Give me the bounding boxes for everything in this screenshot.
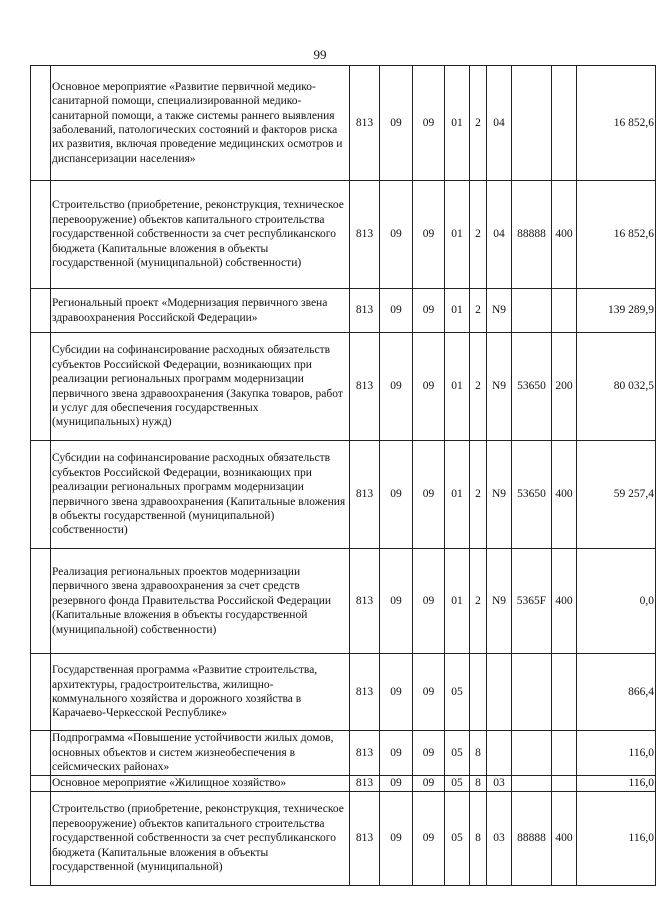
- direction-code-cell: 53650: [512, 441, 552, 549]
- program-code-cell: 01: [445, 181, 470, 289]
- subsection-code-cell: 09: [413, 654, 445, 731]
- table-row: [31, 289, 656, 333]
- row-gutter-cell: [31, 441, 51, 549]
- direction-code-cell: 88888: [512, 181, 552, 289]
- page-number: 99: [313, 47, 327, 62]
- row-gutter-cell: [31, 333, 51, 441]
- expense-type-cell: 400: [552, 181, 577, 289]
- description-cell: Государственная программа «Развитие строительства, архитектуры, градостроительства, жилищно-коммунального хозяйства и дорожного хозяйства в Карачаево-Черкесской Республике»: [51, 654, 350, 731]
- table-row: [31, 333, 656, 441]
- description-cell: Региональный проект «Модернизация первичного звена здравоохранения Российской Федерации»: [51, 289, 350, 333]
- amount-cell: 59 257,4: [577, 441, 656, 549]
- subsection-code-cell: 09: [413, 549, 445, 654]
- amount-cell: 139 289,9: [577, 289, 656, 333]
- program-code-cell: 05: [445, 792, 470, 886]
- description-cell: Основное мероприятие «Развитие первичной медико-санитарной помощи, специализированной медико-санитарной помощи, а также системы раннего выявления заболеваний, патологических состояний и факторов риска их развития, включая проведение медицинских осмотров и диспансеризации населения»: [51, 66, 350, 181]
- row-gutter-cell: [31, 181, 51, 289]
- activity-code-cell: N9: [487, 549, 512, 654]
- program-code-cell: 05: [445, 654, 470, 731]
- subsection-code-cell: 09: [413, 776, 445, 792]
- activity-code-cell: [487, 654, 512, 731]
- department-code-cell: 813: [350, 66, 380, 181]
- subprogram-code-cell: 8: [470, 731, 487, 776]
- activity-code-cell: N9: [487, 333, 512, 441]
- section-code-cell: 09: [380, 792, 413, 886]
- direction-code-cell: 5365F: [512, 549, 552, 654]
- subprogram-code-cell: 8: [470, 792, 487, 886]
- description-cell: Субсидии на софинансирование расходных обязательств субъектов Российской Федерации, возникающих при реализации региональных программ модернизации первичного звена здравоохранения (Закупка товаров, работ и услуг для обеспечения государственных (муниципальных) нужд): [51, 333, 350, 441]
- table-row: [31, 776, 656, 792]
- expense-type-cell: 400: [552, 792, 577, 886]
- expense-type-cell: 400: [552, 441, 577, 549]
- direction-code-cell: [512, 289, 552, 333]
- department-code-cell: 813: [350, 181, 380, 289]
- subprogram-code-cell: 2: [470, 333, 487, 441]
- direction-code-cell: [512, 731, 552, 776]
- department-code-cell: 813: [350, 731, 380, 776]
- department-code-cell: 813: [350, 792, 380, 886]
- subsection-code-cell: 09: [413, 289, 445, 333]
- budget-table: [30, 65, 656, 886]
- table-body: [31, 66, 656, 886]
- section-code-cell: 09: [380, 181, 413, 289]
- row-gutter-cell: [31, 66, 51, 181]
- section-code-cell: 09: [380, 776, 413, 792]
- description-cell: Основное мероприятие «Жилищное хозяйство»: [51, 776, 350, 792]
- subprogram-code-cell: 2: [470, 289, 487, 333]
- activity-code-cell: 04: [487, 181, 512, 289]
- table-row: [31, 441, 656, 549]
- direction-code-cell: [512, 654, 552, 731]
- activity-code-cell: [487, 731, 512, 776]
- table-row: [31, 549, 656, 654]
- department-code-cell: 813: [350, 333, 380, 441]
- table-row: [31, 66, 656, 181]
- subprogram-code-cell: 2: [470, 549, 487, 654]
- program-code-cell: 01: [445, 66, 470, 181]
- amount-cell: 80 032,5: [577, 333, 656, 441]
- subprogram-code-cell: [470, 654, 487, 731]
- activity-code-cell: 03: [487, 776, 512, 792]
- department-code-cell: 813: [350, 289, 380, 333]
- expense-type-cell: [552, 66, 577, 181]
- amount-cell: 866,4: [577, 654, 656, 731]
- row-gutter-cell: [31, 792, 51, 886]
- expense-type-cell: 200: [552, 333, 577, 441]
- amount-cell: 16 852,6: [577, 66, 656, 181]
- amount-cell: 16 852,6: [577, 181, 656, 289]
- description-cell: Реализация региональных проектов модернизации первичного звена здравоохранения за счет средств резервного фонда Правительства Российской Федерации (Капитальные вложения в объекты государственной (муниципальной) собственности): [51, 549, 350, 654]
- subsection-code-cell: 09: [413, 441, 445, 549]
- activity-code-cell: N9: [487, 289, 512, 333]
- description-cell: Строительство (приобретение, реконструкция, техническое перевооружение) объектов капитального строительства государственной собственности за счет республиканского бюджета (Капитальные вложения в объекты государственной (муниципальной): [51, 792, 350, 886]
- row-gutter-cell: [31, 654, 51, 731]
- expense-type-cell: 400: [552, 549, 577, 654]
- activity-code-cell: 03: [487, 792, 512, 886]
- description-cell: Строительство (приобретение, реконструкция, техническое перевооружение) объектов капитального строительства государственной собственности за счет республиканского бюджета (Капитальные вложения в объекты государственной (муниципальной) собственности): [51, 181, 350, 289]
- department-code-cell: 813: [350, 441, 380, 549]
- row-gutter-cell: [31, 289, 51, 333]
- program-code-cell: 01: [445, 549, 470, 654]
- amount-cell: 116,0: [577, 731, 656, 776]
- activity-code-cell: 04: [487, 66, 512, 181]
- subsection-code-cell: 09: [413, 181, 445, 289]
- activity-code-cell: N9: [487, 441, 512, 549]
- row-gutter-cell: [31, 549, 51, 654]
- table-row: [31, 654, 656, 731]
- section-code-cell: 09: [380, 441, 413, 549]
- subsection-code-cell: 09: [413, 333, 445, 441]
- section-code-cell: 09: [380, 731, 413, 776]
- section-code-cell: 09: [380, 289, 413, 333]
- table-row: [31, 792, 656, 886]
- amount-cell: 0,0: [577, 549, 656, 654]
- section-code-cell: 09: [380, 333, 413, 441]
- department-code-cell: 813: [350, 776, 380, 792]
- table-row: [31, 731, 656, 776]
- description-cell: Субсидии на софинансирование расходных обязательств субъектов Российской Федерации, возникающих при реализации региональных программ модернизации первичного звена здравоохранения (Капитальные вложения в объекты государственной (муниципальной) собственности): [51, 441, 350, 549]
- section-code-cell: 09: [380, 66, 413, 181]
- subsection-code-cell: 09: [413, 66, 445, 181]
- expense-type-cell: [552, 731, 577, 776]
- subprogram-code-cell: 8: [470, 776, 487, 792]
- program-code-cell: 05: [445, 731, 470, 776]
- direction-code-cell: 53650: [512, 333, 552, 441]
- program-code-cell: 01: [445, 289, 470, 333]
- section-code-cell: 09: [380, 549, 413, 654]
- expense-type-cell: [552, 654, 577, 731]
- direction-code-cell: [512, 66, 552, 181]
- direction-code-cell: 88888: [512, 792, 552, 886]
- subprogram-code-cell: 2: [470, 66, 487, 181]
- row-gutter-cell: [31, 776, 51, 792]
- amount-cell: 116,0: [577, 792, 656, 886]
- expense-type-cell: [552, 776, 577, 792]
- description-cell: Подпрограмма «Повышение устойчивости жилых домов, основных объектов и систем жизнеобеспечения в сейсмических районах»: [51, 731, 350, 776]
- department-code-cell: 813: [350, 654, 380, 731]
- program-code-cell: 05: [445, 776, 470, 792]
- section-code-cell: 09: [380, 654, 413, 731]
- row-gutter-cell: [31, 731, 51, 776]
- program-code-cell: 01: [445, 333, 470, 441]
- direction-code-cell: [512, 776, 552, 792]
- table-row: [31, 181, 656, 289]
- expense-type-cell: [552, 289, 577, 333]
- subprogram-code-cell: 2: [470, 441, 487, 549]
- department-code-cell: 813: [350, 549, 380, 654]
- amount-cell: 116,0: [577, 776, 656, 792]
- subsection-code-cell: 09: [413, 792, 445, 886]
- program-code-cell: 01: [445, 441, 470, 549]
- subsection-code-cell: 09: [413, 731, 445, 776]
- subprogram-code-cell: 2: [470, 181, 487, 289]
